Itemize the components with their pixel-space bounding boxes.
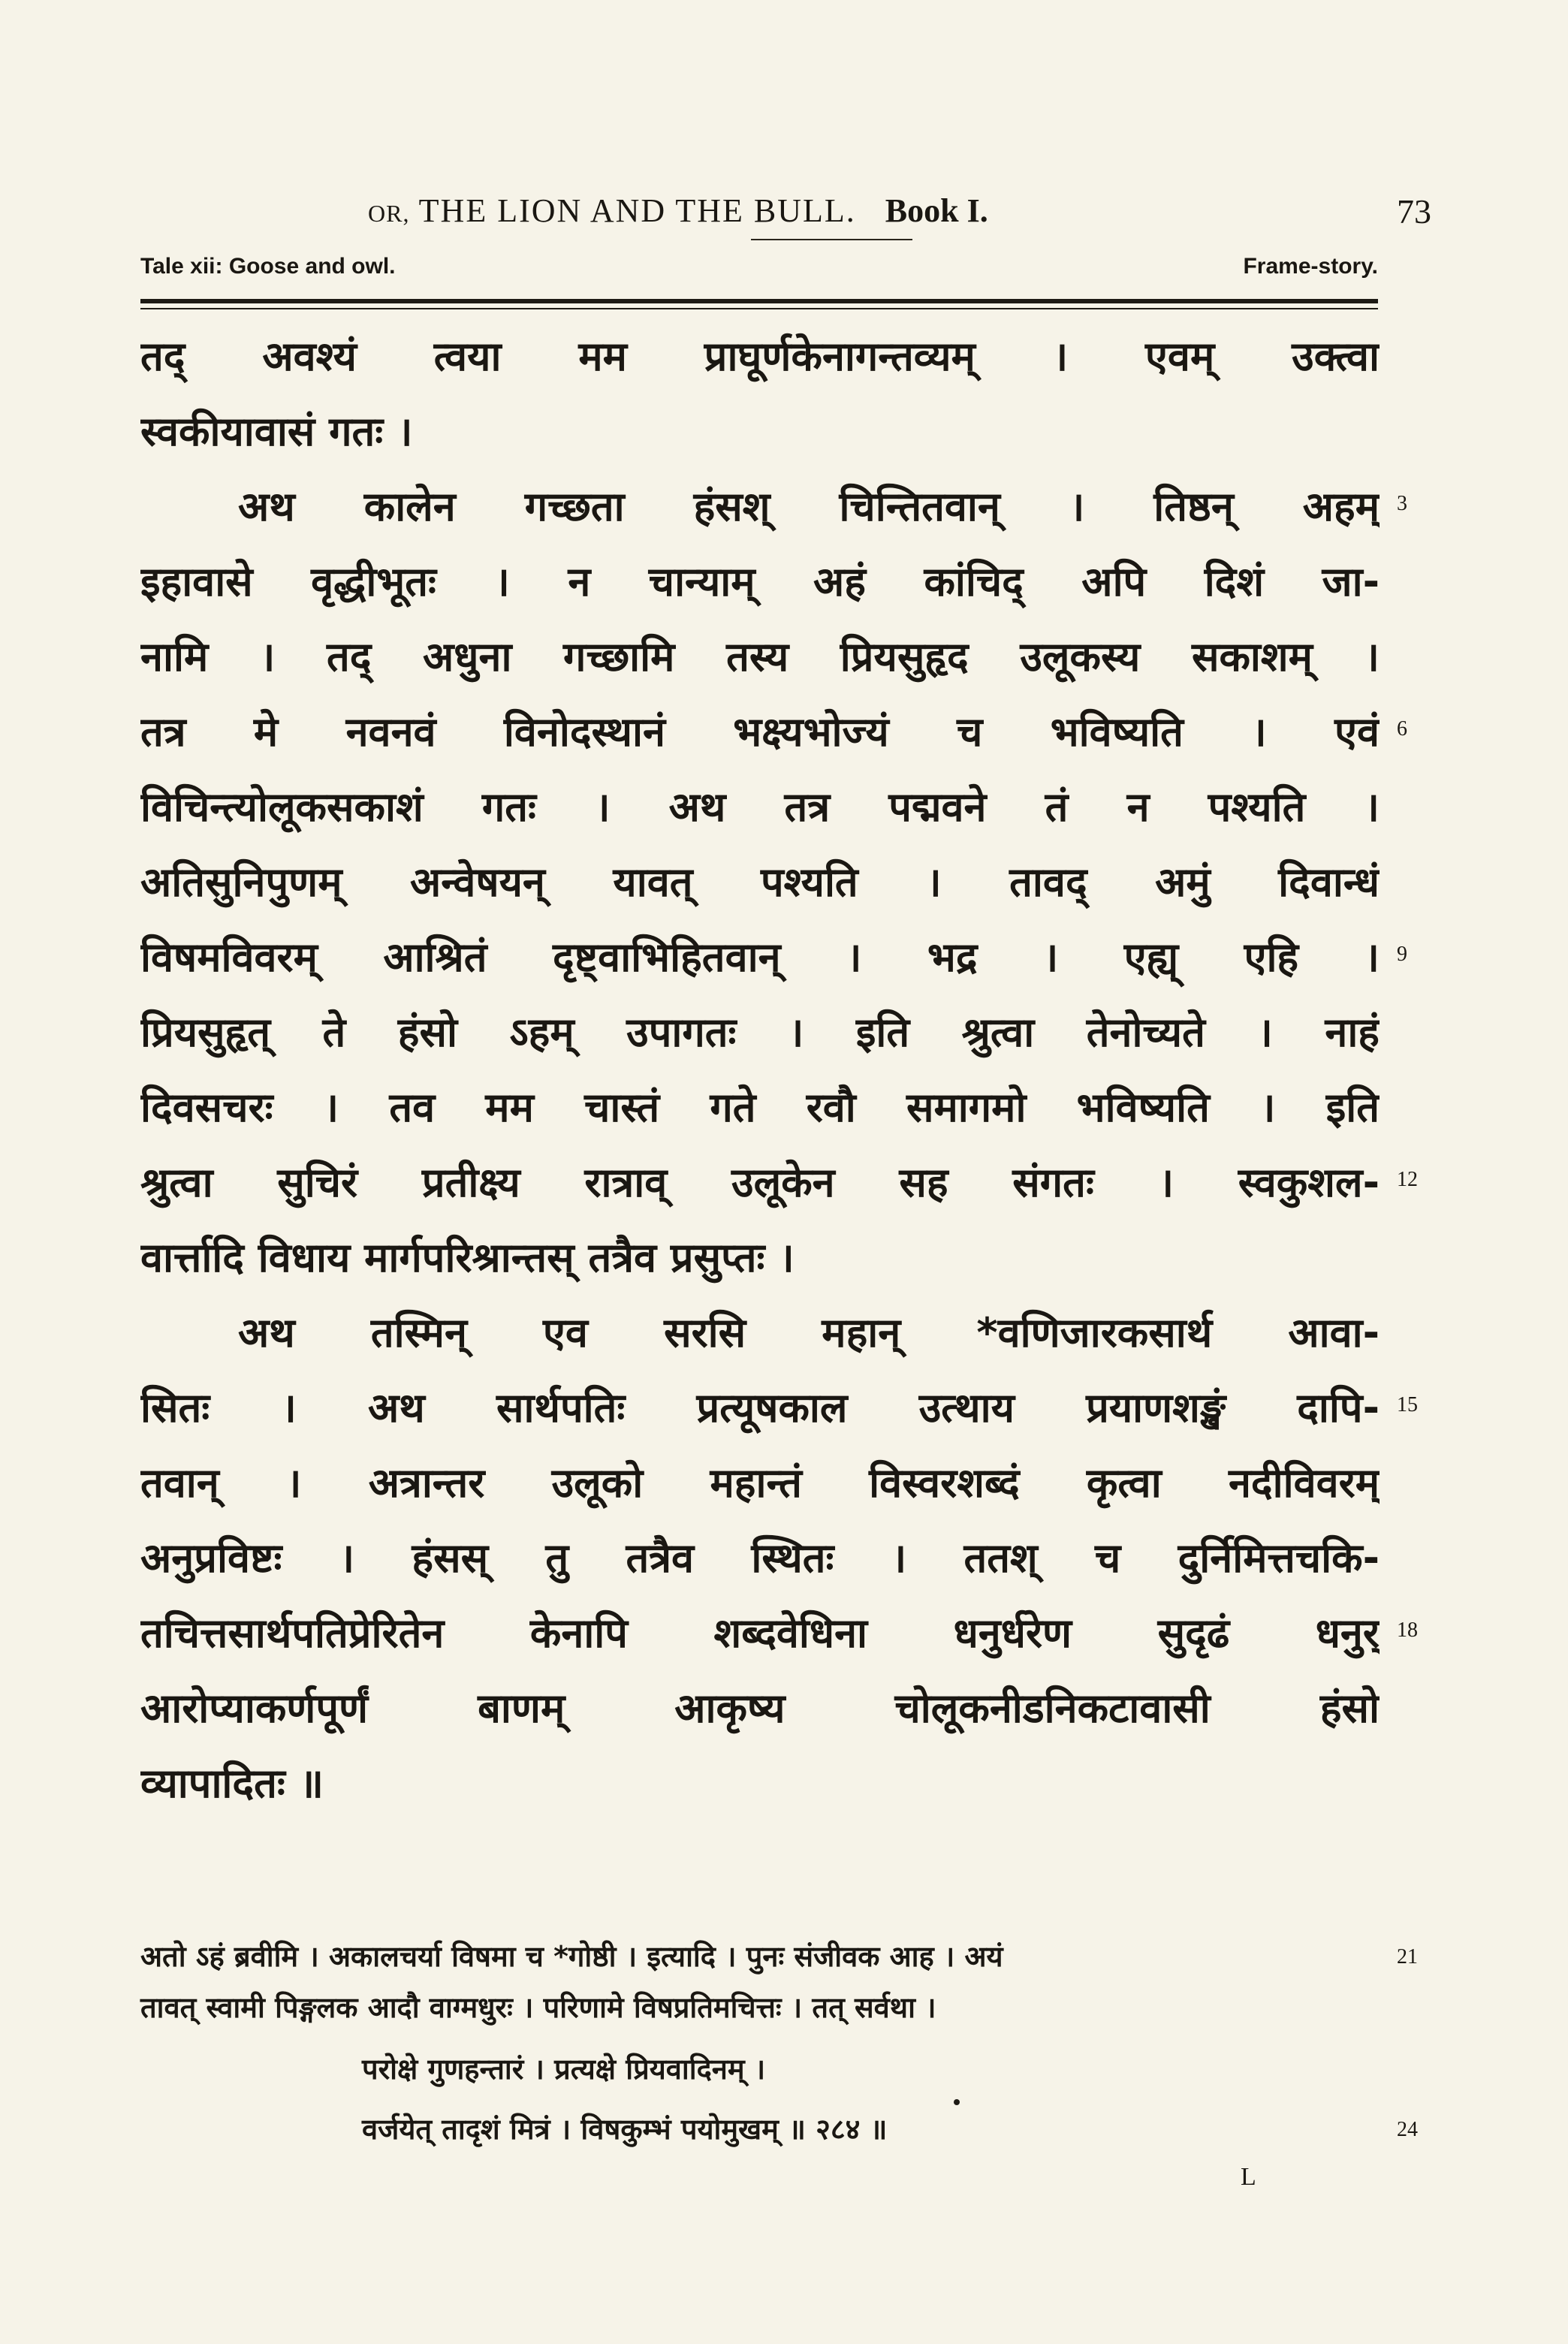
main-text-block <box>140 323 1380 1818</box>
text-line-15: सितः । अथ सार्थपतिः प्रत्यूषकाल उत्थाय प्रयाणशङ्खं दापि- <box>140 1384 1380 1431</box>
text-line-12: श्रुत्वा सुचिरं प्रतीक्ष्य रात्राव् उलूकेन सह संगतः । स्वकुशल- <box>140 1159 1380 1206</box>
quote-line-2: तावत् स्वामी पिङ्गलक आदौ वाग्मधुरः । परिणामे विषप्रतिमचित्तः । तत् सर्वथा । <box>140 1991 936 2024</box>
text-line-18: तचित्तसार्थपतिप्रेरितेन केनापि शब्दवेधिना धनुर्धरेण सुदृढं धनुर् <box>140 1609 1380 1657</box>
print-mark <box>954 2099 960 2105</box>
book-label: Book I. <box>885 192 988 229</box>
header-rule-thin <box>140 308 1378 309</box>
title-prefix: OR, <box>368 200 410 227</box>
signature-mark: L <box>1241 2163 1256 2191</box>
text-line-11: दिवसचरः । तव मम चास्तं गते रवौ समागमो भविष्यति । इति <box>140 1084 1380 1131</box>
text-line-6: तत्र मे नवनवं विनोदस्थानं भक्ष्यभोज्यं च भविष्यति । एवं <box>140 708 1380 756</box>
line-number-6: 6 <box>1397 717 1407 741</box>
text-line-19: आरोप्याकर्णपूर्णं बाणम् आकृष्य चोलूकनीडनिकटावासी हंसो <box>140 1685 1380 1732</box>
text-line-3: अथ कालेन गच्छता हंसश् चिन्तितवान् । तिष्ठन् अहम् <box>238 483 1380 530</box>
text-line-17: अनुप्रविष्टः । हंसस् तु तत्रैव स्थितः । ततश् च दुर्निमित्तचकि- <box>140 1534 1380 1582</box>
title-main: THE LION AND THE BULL. <box>418 192 856 229</box>
text-line-8: अतिसुनिपुणम् अन्वेषयन् यावत् पश्यति । तावद् अमुं दिवान्धं <box>140 858 1380 906</box>
line-number-9: 9 <box>1397 943 1407 966</box>
text-line-7: विचिन्त्योलूकसकाशं गतः । अथ तत्र पद्मवने तं न पश्यति । <box>140 783 1380 831</box>
verse-line-1: परोक्षे गुणहन्तारं । प्रत्यक्षे प्रियवादिनम् । <box>362 2053 766 2086</box>
line-number-21: 21 <box>1397 1945 1418 1968</box>
verse-line-2: वर्जयेत् तादृशं मित्रं । विषकुम्भं पयोमुखम् ॥ २८४ ॥ <box>362 2113 888 2146</box>
running-title <box>368 192 988 230</box>
line-number-12: 12 <box>1397 1168 1418 1191</box>
text-line-13: वार्त्तादि विधाय मार्गपरिश्रान्तस् तत्रैव प्रसुप्तः । <box>140 1234 795 1281</box>
text-line-4: इहावासे वृद्धीभूतः । न चान्याम् अहं कांचिद् अपि दिशं जा- <box>140 558 1380 605</box>
text-line-5: नामि । तद् अधुना गच्छामि तस्य प्रियसुहृद उलूकस्य सकाशम् । <box>140 633 1380 680</box>
text-line-1: तद् अवश्यं त्वया मम प्राघूर्णकेनागन्तव्यम् । एवम् उक्त्वा <box>140 333 1380 380</box>
text-line-14: अथ तस्मिन् एव सरसि महान् *वणिजारकसार्थ आवा- <box>238 1309 1380 1356</box>
running-header <box>0 192 1568 237</box>
line-number-3: 3 <box>1397 492 1407 515</box>
line-number-24: 24 <box>1397 2118 1418 2141</box>
line-number-15: 15 <box>1397 1393 1418 1416</box>
text-line-10: प्रियसुहृत् ते हंसो ऽहम् उपागतः । इति श्रुत्वा तेनोच्यते । नाहं <box>140 1009 1380 1056</box>
text-line-16: तवान् । अत्रान्तर उलूको महान्तं विस्वरशब्दं कृत्वा नदीविवरम् <box>140 1459 1380 1507</box>
tale-label: Tale xii: Goose and owl. <box>140 254 396 279</box>
header-rule-thick <box>140 299 1378 303</box>
section-label: Frame-story. <box>1243 254 1378 279</box>
text-line-20: व्यापादितः ॥ <box>140 1760 324 1807</box>
quote-line-1: अतो ऽहं ब्रवीमि । अकालचर्या विषमा च *गोष्ठी । इत्यादि । पुनः संजीवक आह । अयं <box>140 1940 1003 1973</box>
text-line-9: विषमविवरम् आश्रितं दृष्ट्वाभिहितवान् । भद्र । एह्य् एहि । <box>140 934 1380 981</box>
title-underline <box>751 239 912 240</box>
text-line-2: स्वकीयावासं गतः । <box>140 408 413 455</box>
line-number-18: 18 <box>1397 1618 1418 1642</box>
page-number: 73 <box>1397 192 1431 231</box>
